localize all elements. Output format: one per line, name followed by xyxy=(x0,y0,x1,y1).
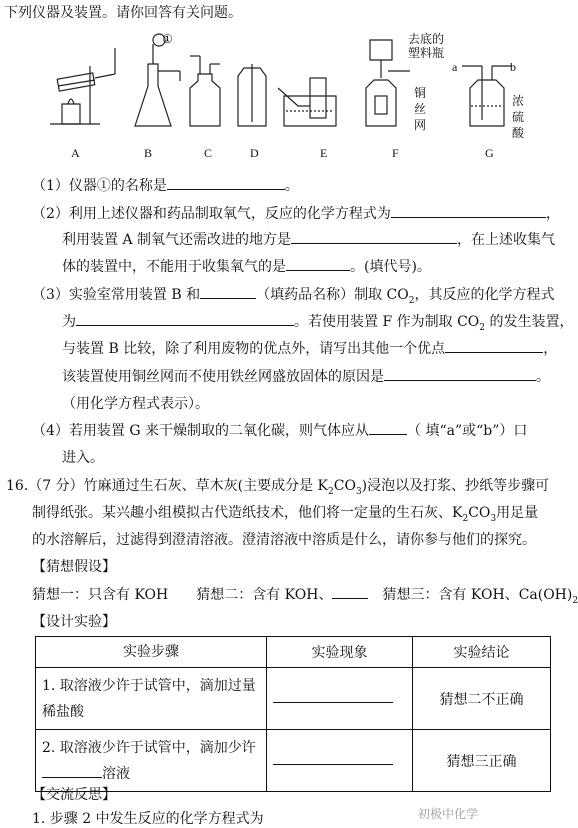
label-f-mesh-2: 丝 xyxy=(414,102,427,116)
q16-line-2: 制得纸张。某兴趣小组模拟古代造纸技术，他们将一定量的生石灰、$K_2CO_3$用足量 xyxy=(32,505,539,524)
marker-1: ① xyxy=(162,32,173,46)
label-b: B xyxy=(144,146,153,160)
q4-line-1: （4）若用装置 G 来干燥制取的二氧化碳，则气体应从 （ 填“a”或“b”）口 xyxy=(32,423,528,439)
label-g-acid-1: 浓 xyxy=(512,94,525,108)
q3-line-4: 该装置使用铜丝网而不使用铁丝网盛放固体的原因是 。 xyxy=(62,369,550,385)
q3-line-2: 为 。若使用装置 F 作为制取 $CO_2$ 的发生装置， xyxy=(62,314,574,333)
q2-line-1: （2）利用上述仪器和药品制取氧气，反应的化学方程式为 ， xyxy=(32,206,560,222)
hypotheses-line: 猜想一：只含有 KOH 猜想二：含有 KOH、 猜想三：含有 KOH、$Ca(OH)_2$ xyxy=(32,587,578,606)
label-g-acid-2: 硫 xyxy=(512,110,525,124)
apparatus-g xyxy=(462,66,512,126)
label-f-mesh-3: 网 xyxy=(414,118,427,132)
q3-equation-blank[interactable] xyxy=(76,324,294,326)
row2-step: 2. 取溶液少许于试管中，滴加少许 溶液 xyxy=(36,730,267,792)
row2-phenomenon-blank[interactable] xyxy=(273,763,393,765)
intro-text: 下列仪器及装置。请你回答有关问题。 xyxy=(4,5,242,21)
apparatus-diagram xyxy=(40,26,540,162)
row2-phenomenon xyxy=(267,730,413,792)
table-row xyxy=(36,668,551,730)
q2-line-2: 利用装置 A 制氧气还需改进的地方是 ，在上述收集气 xyxy=(62,232,556,248)
hypothesis-1: 猜想一：只含有 KOH xyxy=(32,587,169,603)
label-a: A xyxy=(71,146,80,160)
row2-reagent-blank[interactable] xyxy=(42,776,102,778)
row1-step: 1. 取溶液少许于试管中，滴加过量稀盐酸 xyxy=(36,668,267,730)
header-conclusion: 实验结论 xyxy=(413,637,551,668)
q2-equation-blank[interactable] xyxy=(391,216,546,218)
row2-conclusion: 猜想三正确 xyxy=(413,730,551,792)
section-design: 【设计实验】 xyxy=(32,614,116,630)
q4-line-2: 进入。 xyxy=(62,450,104,466)
label-d: D xyxy=(250,146,259,160)
experiment-table xyxy=(35,636,551,792)
label-g: G xyxy=(485,146,494,160)
apparatus-c xyxy=(190,56,220,126)
label-g-acid-3: 酸 xyxy=(512,126,525,140)
label-f: F xyxy=(392,146,399,160)
table-row xyxy=(36,730,551,792)
q3-line-3: 与装置 B 比较，除了利用废物的优点外，请写出其他一个优点 ， xyxy=(62,341,558,357)
section-hypothesis: 【猜想假设】 xyxy=(32,559,116,575)
label-e: E xyxy=(320,146,328,160)
q3-reagent-blank[interactable] xyxy=(200,297,256,299)
section-reflection: 【交流反思】 xyxy=(32,787,116,803)
q2-line-3: 体的装置中，不能用于收集氧气的是 。(填代号)。 xyxy=(62,259,431,275)
label-f-mesh-1: 铜 xyxy=(414,86,427,100)
reflection-line-1: 1. 步骤 2 中发生反应的化学方程式为 xyxy=(32,811,264,827)
apparatus-e xyxy=(278,78,336,126)
q3-reason-blank[interactable] xyxy=(384,379,536,381)
row1-phenomenon-blank[interactable] xyxy=(273,701,393,703)
header-phenomenon: 实验现象 xyxy=(267,637,413,668)
q4-port-blank[interactable] xyxy=(369,433,407,435)
q3-line-1: （3）实验室常用装置 B 和 （填药品名称）制取 $CO_2$，其反应的化学方程式 xyxy=(32,287,555,306)
table-header-row xyxy=(36,637,551,668)
q1-blank[interactable] xyxy=(167,188,285,190)
label-g-a: a xyxy=(452,60,458,74)
row1-phenomenon xyxy=(267,668,413,730)
q1-line: （1）仪器①的名称是 。 xyxy=(32,178,299,194)
label-f-top: 去底的 xyxy=(408,32,445,46)
label-f-top2: 塑料瓶 xyxy=(408,46,445,60)
header-step: 实验步骤 xyxy=(36,637,267,668)
q16-line-3: 的水溶解后，过滤得到澄清溶液。澄清溶液中溶质是什么，请你参与他们的探究。 xyxy=(32,532,536,548)
apparatus-b xyxy=(135,34,180,126)
q2-improve-blank[interactable] xyxy=(291,242,457,244)
hypothesis-2: 猜想二：含有 KOH、 xyxy=(196,587,333,603)
q3-line-5: （用化学方程式表示）。 xyxy=(62,396,209,412)
row1-conclusion: 猜想二不正确 xyxy=(413,668,551,730)
apparatus-d xyxy=(238,64,266,126)
label-c: C xyxy=(204,146,213,160)
apparatus-f xyxy=(366,40,410,126)
watermark: 初极中化学 xyxy=(418,807,479,821)
apparatus-a xyxy=(50,48,115,124)
q3-advantage-blank[interactable] xyxy=(445,351,543,353)
q2-device-blank[interactable] xyxy=(286,269,350,271)
hypothesis-2-blank[interactable] xyxy=(332,597,368,599)
hypothesis-3: 猜想三：含有 KOH、Ca(OH) xyxy=(382,587,573,603)
q16-line-1: 16.（7 分）竹麻通过生石灰、草木灰(主要成分是 $K_2CO_3$)浸泡以及打浆、抄纸等步骤可 xyxy=(6,478,550,497)
label-g-b: b xyxy=(510,60,516,74)
